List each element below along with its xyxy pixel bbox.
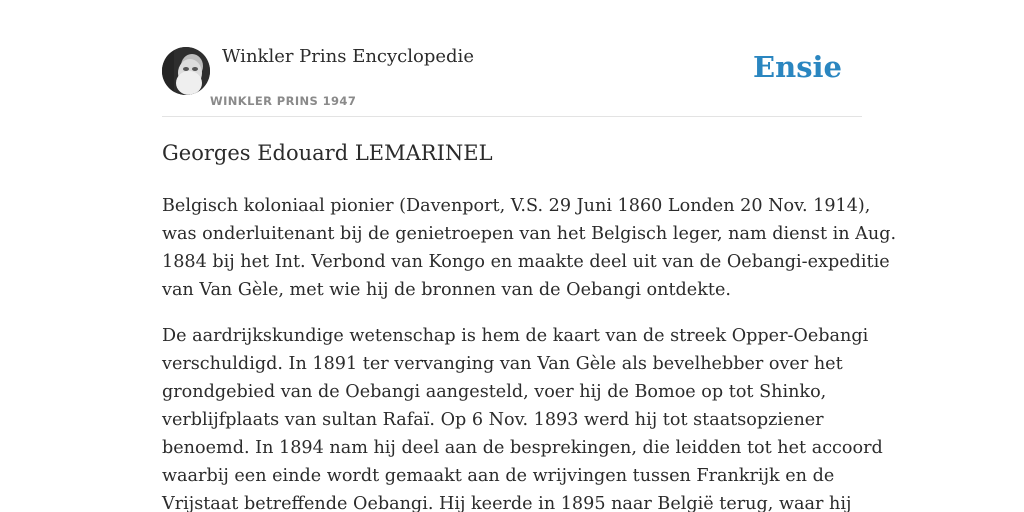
paragraph-2-line: benoemd. In 1894 nam hij deel aan de besprekingen, die leidden tot het accoord	[162, 438, 883, 458]
paragraph-2	[162, 322, 883, 512]
paragraph-1-line: was onderluitenant bij de genietroepen van het Belgisch leger, nam dienst in Aug.	[162, 224, 897, 244]
paragraph-1-line: Belgisch koloniaal pionier (Davenport, V.S. 29 Juni 1860 Londen 20 Nov. 1914),	[162, 196, 871, 216]
site-header	[162, 0, 862, 117]
article-title: Georges Edouard LEMARINEL	[162, 141, 493, 165]
paragraph-2-line: Vrijstaat betreffende Oebangi. Hij keerde in 1895 naar België terug, waar hij	[162, 494, 852, 512]
paragraph-1-line: van Van Gèle, met wie hij de bronnen van de Oebangi ontdekte.	[162, 280, 731, 300]
article-body	[162, 192, 897, 512]
page-container	[162, 0, 897, 512]
paragraph-2-line: De aardrijkskundige wetenschap is hem de kaart van de streek Opper-Oebangi	[162, 326, 869, 346]
edition-subtitle[interactable]: WINKLER PRINS 1947	[210, 94, 357, 108]
paragraph-2-line: waarbij een einde wordt gemaakt aan de wrijvingen tussen Frankrijk en de	[162, 466, 835, 486]
paragraph-2-line: verblijfplaats van sultan Rafaï. Op 6 Nov. 1893 werd hij tot staatsopziener	[162, 410, 824, 430]
paragraph-1	[162, 192, 897, 304]
paragraph-2-line: grondgebied van de Oebangi aangesteld, voer hij de Bomoe op tot Shinko,	[162, 382, 827, 402]
paragraph-2-line: verschuldigd. In 1891 ter vervanging van Van Gèle als bevelhebber over het	[162, 354, 843, 374]
paragraph-1-line: 1884 bij het Int. Verbond van Kongo en maakte deel uit van de Oebangi-expeditie	[162, 252, 890, 272]
portrait-avatar-icon[interactable]	[162, 47, 210, 95]
site-title[interactable]: Winkler Prins Encyclopedie	[222, 46, 474, 67]
ensie-logo-link[interactable]: Ensie	[753, 50, 842, 84]
